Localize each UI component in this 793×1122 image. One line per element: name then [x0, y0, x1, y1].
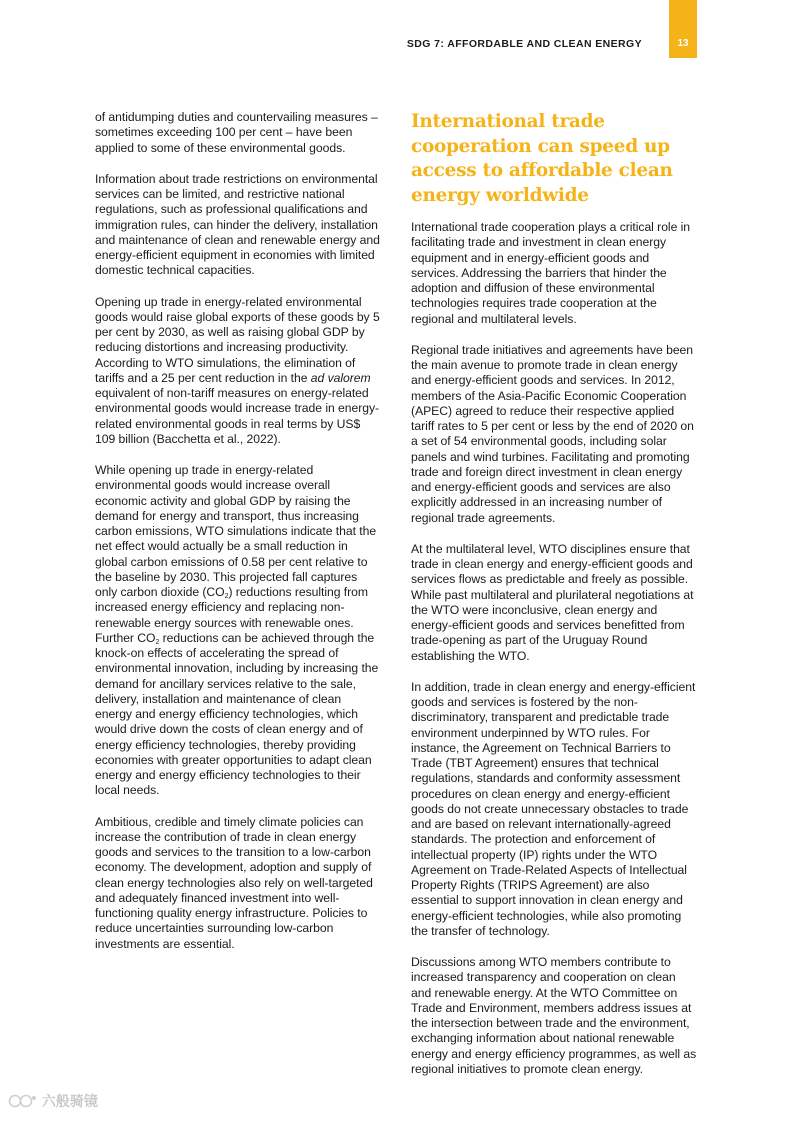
text-run: Opening up trade in energy-related environmental goods would raise global exports of these goods by 5 per cent by 2030, as well as raising global GDP by reducing distortions and increasing productivity. According to WTO simulations, the elimination of tariffs and a 25 per cent reduction in the — [95, 294, 380, 385]
paragraph: Discussions among WTO members contribute to increased transparency and cooperation on clean and renewable energy. At the WTO Committee on Trade and Environment, members address issues at the intersection between trade and the environment, exchanging information about national renewable energy and energy efficiency programmes, as well as regional initiatives to promote clean energy. — [411, 955, 697, 1076]
paragraph: At the multilateral level, WTO disciplines ensure that trade in clean energy and energy-efficient goods and services flows as predictable and freely as possible. While past multilateral and plurilateral negotiations at the WTO were inconclusive, clean energy and energy-efficient goods and services benefitted from trade-opening as part of the Uruguay Round establishing the WTO. — [411, 541, 694, 663]
watermark-logo-icon — [8, 1093, 38, 1109]
paragraph: International trade cooperation plays a critical role in facilitating trade and investment in clean energy equipment and in energy-efficient goods and services. Addressing the barriers that hinder the adoption and diffusion of these environmental technologies requires trade cooperation at the regional and multilateral levels. — [411, 220, 691, 326]
italic-term: ad valorem — [310, 370, 371, 385]
right-column — [411, 110, 698, 1093]
paragraph: Information about trade restrictions on environmental services can be limited, and restrictive national regulations, such as professional qualifications and immigration rules, can hinder the delivery, installation and maintenance of clean and renewable energy and energy-efficient equipment in economies with limited domestic technical capacities. — [95, 171, 380, 278]
paragraph: Regional trade initiatives and agreements have been the main avenue to promote trade in clean energy and energy-efficient goods and services. In 2012, members of the Asia-Pacific Economic Cooperation (APEC) agreed to reduce their respective applied tariff rates to 5 per cent or less by the end of 2020 on a set of 54 environmental goods, including solar panels and wind turbines. Facilitating and promoting trade and foreign direct investment in clean energy and energy-efficient goods and services are also explicitly addressed in an increasing number of regional trade agreements. — [411, 342, 694, 525]
text-run: equivalent of non-tariff measures on energy-related environmental goods would increase trade in energy-related environmental goods in real terms by US$ 109 billion (Bacchetta et al., 2022). — [95, 386, 380, 446]
subscript: 2 — [224, 593, 229, 600]
running-header: SDG 7: AFFORDABLE AND CLEAN ENERGY — [406, 38, 642, 50]
paragraph-gdp-simulation — [95, 295, 381, 448]
watermark — [8, 1091, 98, 1111]
section-heading: International trade cooperation can speed up access to affordable clean energy worldwide — [411, 111, 673, 206]
text-run: reductions can be achieved through the knock-on effects of accelerating the spread of environmental innovation, including by increasing the demand for ancillary services relative to the sale, delivery, installation and maintenance of clean energy and energy efficiency technologies, which would drive down the costs of clean energy and of energy efficiency technologies, thereby providing economies with greater opportunities to adapt clean energy and energy efficiency technologies to their local needs. — [95, 630, 379, 798]
paragraph-carbon-emissions — [95, 463, 381, 799]
paragraph: of antidumping duties and countervailing measures – sometimes exceeding 100 per cent – have been applied to some of these environmental goods. — [95, 110, 378, 155]
paragraph: Ambitious, credible and timely climate policies can increase the contribution of trade in clean energy goods and services to the transition to a low-carbon economy. The development, adoption and supply of clean energy technologies also rely on well-targeted and adequately financed investment into well-functioning quality energy infrastructure. Policies to reduce uncertainties surrounding low-carbon investments are essential. — [95, 814, 373, 951]
paragraph: In addition, trade in clean energy and energy-efficient goods and services is fostered by the non-discriminatory, transparent and predictable trade environment underpinned by WTO rules. For instance, the Agreement on Technical Barriers to Trade (TBT Agreement) ensures that technical regulations, standards and conformity assessment procedures on clean energy and energy-efficient goods do not create unnecessary obstacles to trade and are based on relevant internationally-agreed standards. The protection and enforcement of intellectual property (IP) rights under the WTO Agreement on Trade-Related Aspects of Intellectual Property Rights (TRIPS Agreement) are also essential to support innovation in clean energy and energy-efficient technologies, while also promoting the transfer of technology. — [411, 679, 696, 938]
page-number-tab — [669, 0, 697, 58]
left-column — [95, 110, 381, 968]
watermark-text: 六般骑镜 — [41, 1093, 98, 1109]
text-run: ) reductions resulting from increased energy efficiency and replacing non-renewable energy sources with renewable ones. Further CO — [95, 585, 368, 645]
page-number: 13 — [677, 38, 689, 49]
text-run: While opening up trade in energy-related environmental goods would increase overall economic activity and global GDP by raising the demand for energy and transport, thus increasing carbon emissions, WTO simulations indicate that the net effect would actually be a small reduction in global carbon emissions of 0.58 per cent relative to the baseline by 2030. This projected fall captures only carbon dioxide (CO — [95, 463, 377, 599]
subscript: 2 — [155, 638, 160, 646]
